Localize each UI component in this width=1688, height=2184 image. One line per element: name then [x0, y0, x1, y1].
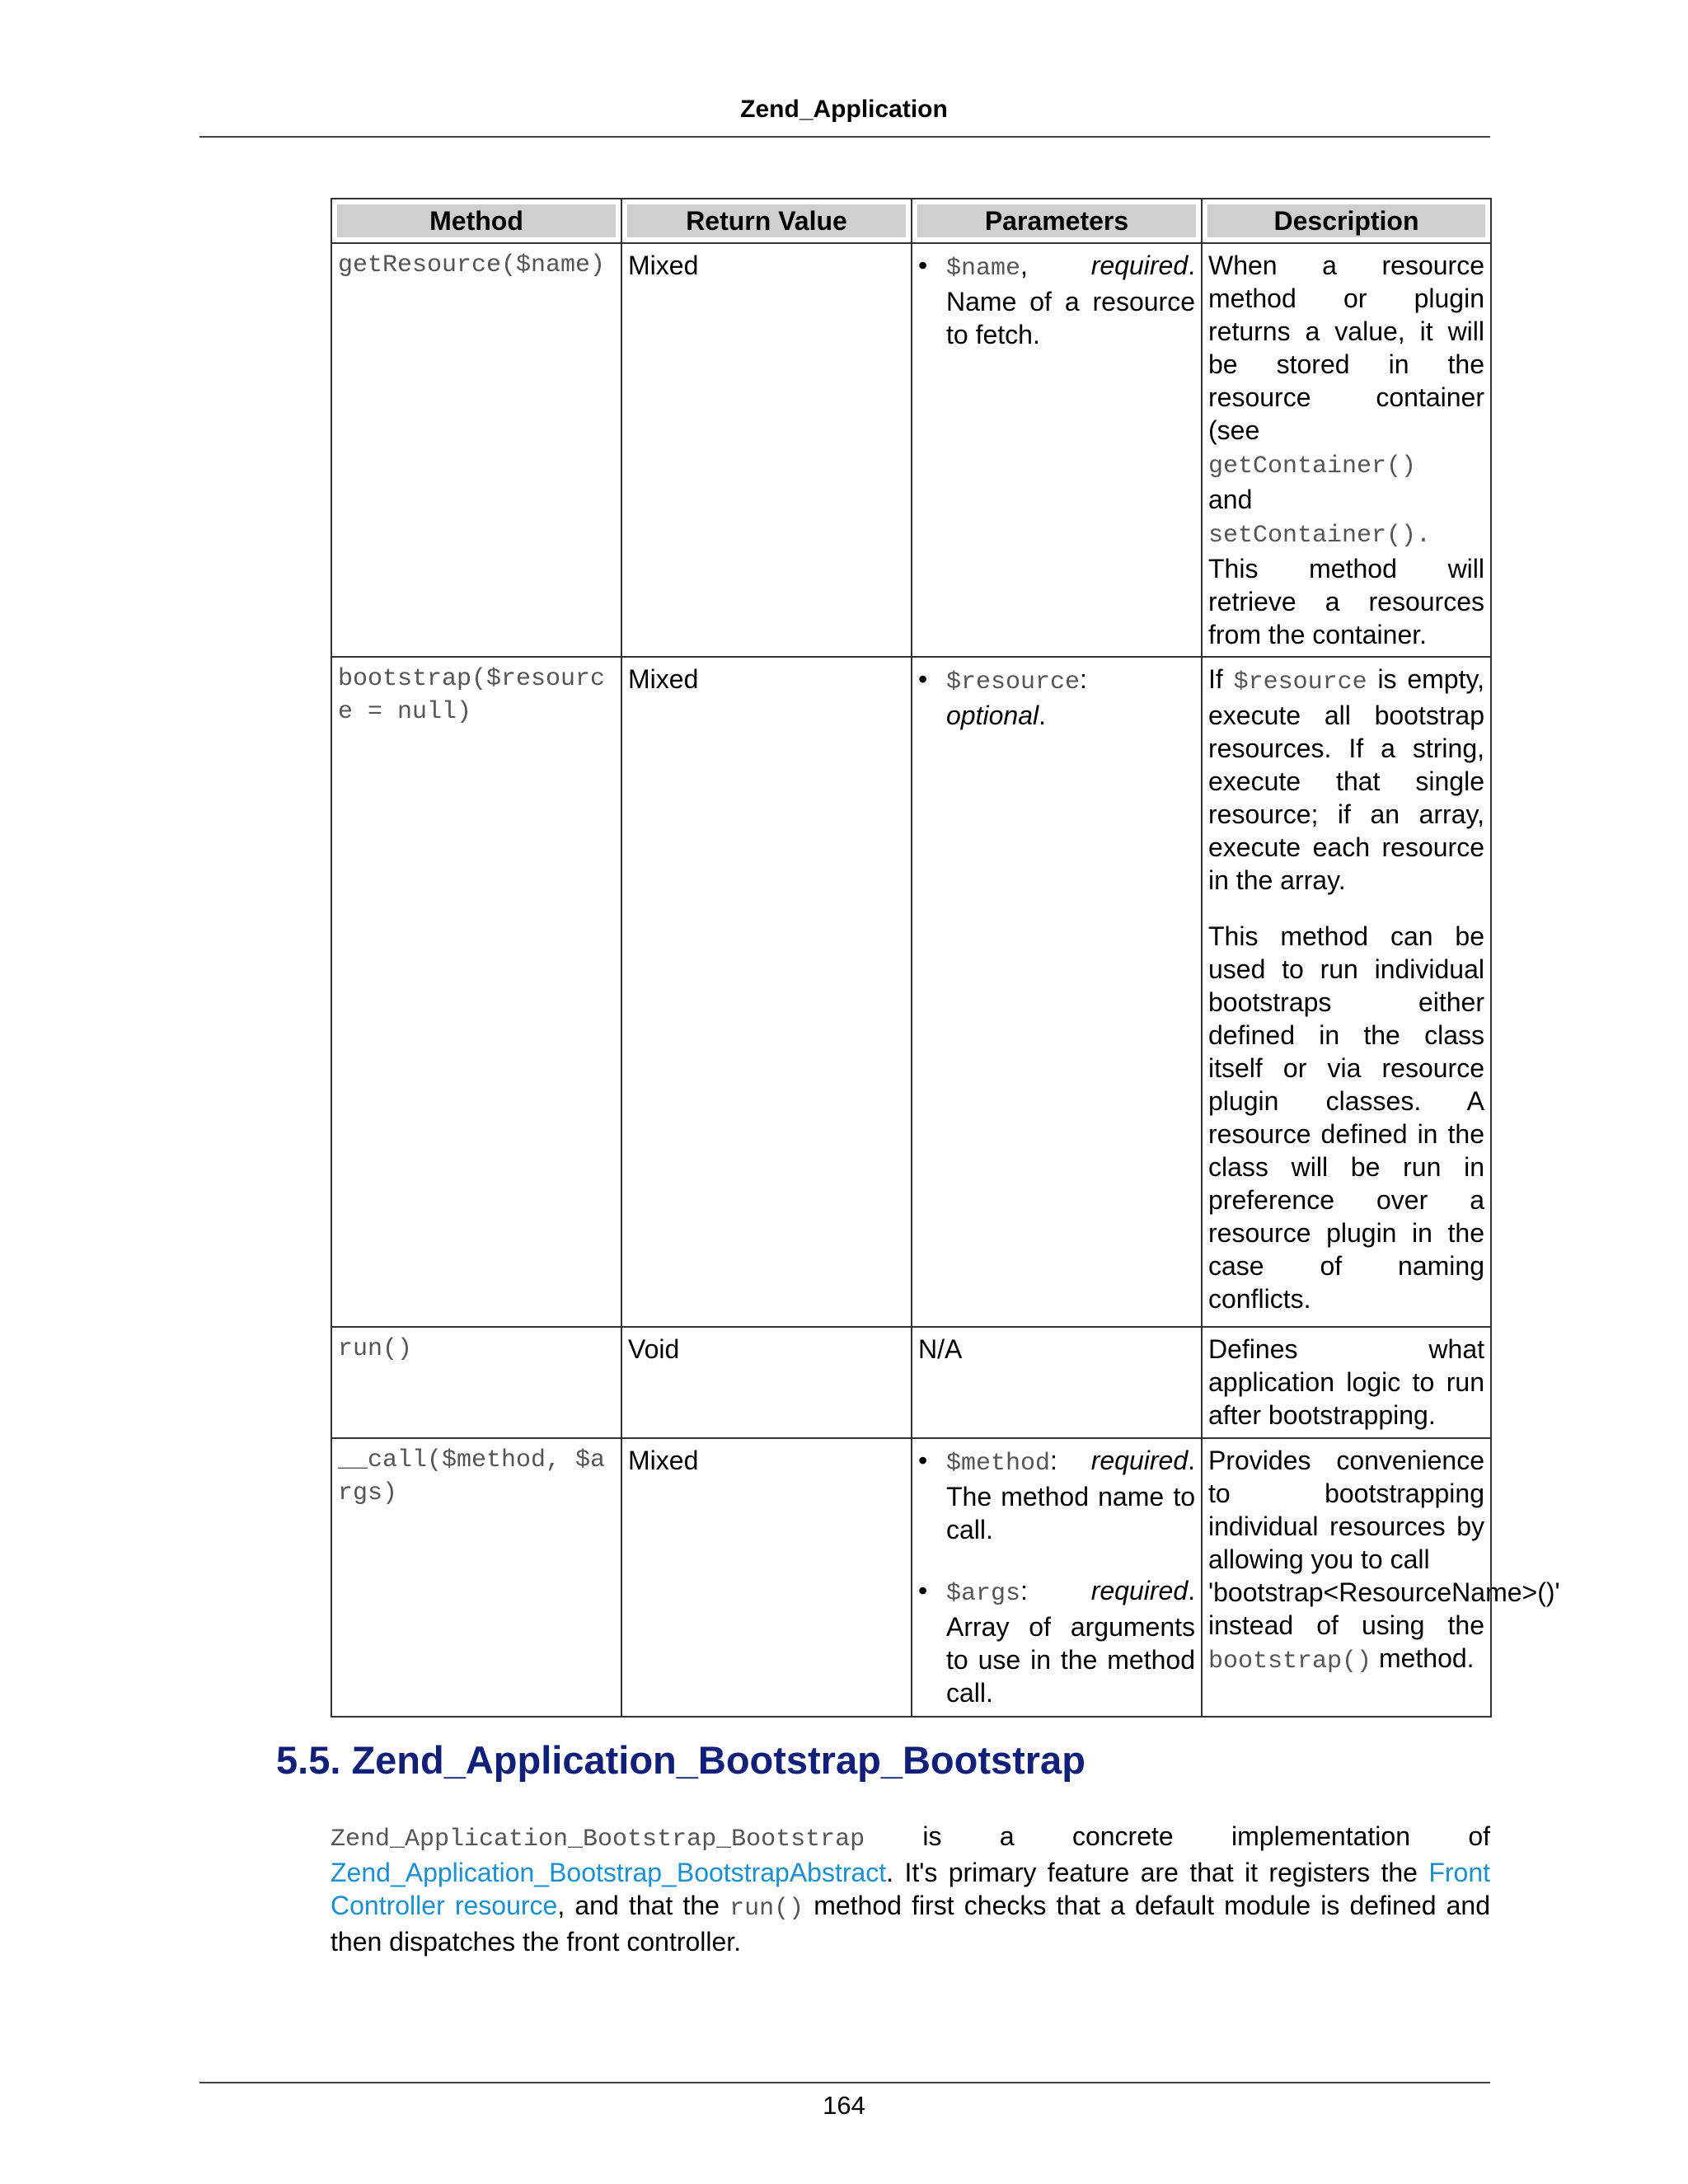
table-row [331, 1438, 1491, 1717]
section-paragraph: Zend_Application_Bootstrap_Bootstrap is a concrete implementation of Zend_Application_Bootstrap_BootstrapAbstract. It's primary feature are that it registers the Front Controller resource, and that the run() method first checks that a default module is defined and then dispatches the front controller. [331, 1821, 1491, 1957]
param-item: • $args: required. Array of arguments to use in the method call. [918, 1576, 1195, 1708]
return-cell: Void [621, 1327, 912, 1438]
description-cell: Defines what application logic to run after bootstrapping. [1202, 1327, 1491, 1438]
method-cell: run() [331, 1327, 621, 1438]
description-cell: If $resource is empty, execute all bootstrap resources. If a string, execute that single resource; if an array, execute each resource in the array. This method can be used to run individual bootstraps either defined in the class itself or via resource plugin classes. A resource defined in the class will be run in preference over a resource plugin in the case of naming conflicts. [1202, 657, 1491, 1327]
description-cell: Provides convenience to bootstrapping individual resources by allowing you to call 'bootstrap<ResourceName>()' instead of using the bootstrap() method. [1202, 1438, 1491, 1717]
column-header-parameters: Parameters [912, 199, 1202, 243]
column-header-return-value: Return Value [621, 199, 912, 243]
running-header: Zend_Application [740, 96, 948, 123]
method-cell: getResource($name) [331, 243, 621, 657]
table-row [331, 657, 1491, 1327]
param-item: • $method: required. The method name to call. [918, 1446, 1195, 1544]
param-item: • $resource: optional. [918, 664, 1087, 730]
section-heading: 5.5. Zend_Application_Bootstrap_Bootstrap [276, 1738, 1085, 1782]
front-controller-resource-link[interactable]: Front Controller resource [331, 1858, 1490, 1920]
params-cell: N/A [912, 1327, 1202, 1438]
return-cell: Mixed [621, 1438, 912, 1717]
params-cell [912, 657, 1202, 1327]
bootstrap-abstract-link[interactable]: Zend_Application_Bootstrap_BootstrapAbstract [331, 1858, 887, 1887]
column-header-description: Description [1202, 199, 1491, 243]
methods-table [331, 198, 1560, 1718]
table-row [331, 243, 1491, 657]
return-cell: Mixed [621, 243, 912, 657]
header-rule [199, 136, 1490, 138]
run-method-code: run() [729, 1895, 804, 1923]
class-name-code: Zend_Application_Bootstrap_Bootstrap [331, 1825, 865, 1854]
table-row [331, 1327, 1491, 1438]
table-header-row [331, 199, 1491, 243]
method-cell: __call($method, $args) [331, 1438, 621, 1717]
description-cell: When a resource method or plugin returns a value, it will be stored in the resource container (see getContainer() and setContainer(). This method will retrieve a resources from the container. [1202, 243, 1491, 657]
param-item: • $name, required. Name of a resource to fetch. [918, 251, 1195, 349]
method-cell: bootstrap($resource = null) [331, 657, 621, 1327]
page-number: 164 [823, 2091, 865, 2120]
params-cell [912, 1438, 1202, 1717]
column-header-method: Method [331, 199, 621, 243]
params-cell [912, 243, 1202, 657]
return-cell: Mixed [621, 657, 912, 1327]
footer-rule [199, 2082, 1490, 2083]
